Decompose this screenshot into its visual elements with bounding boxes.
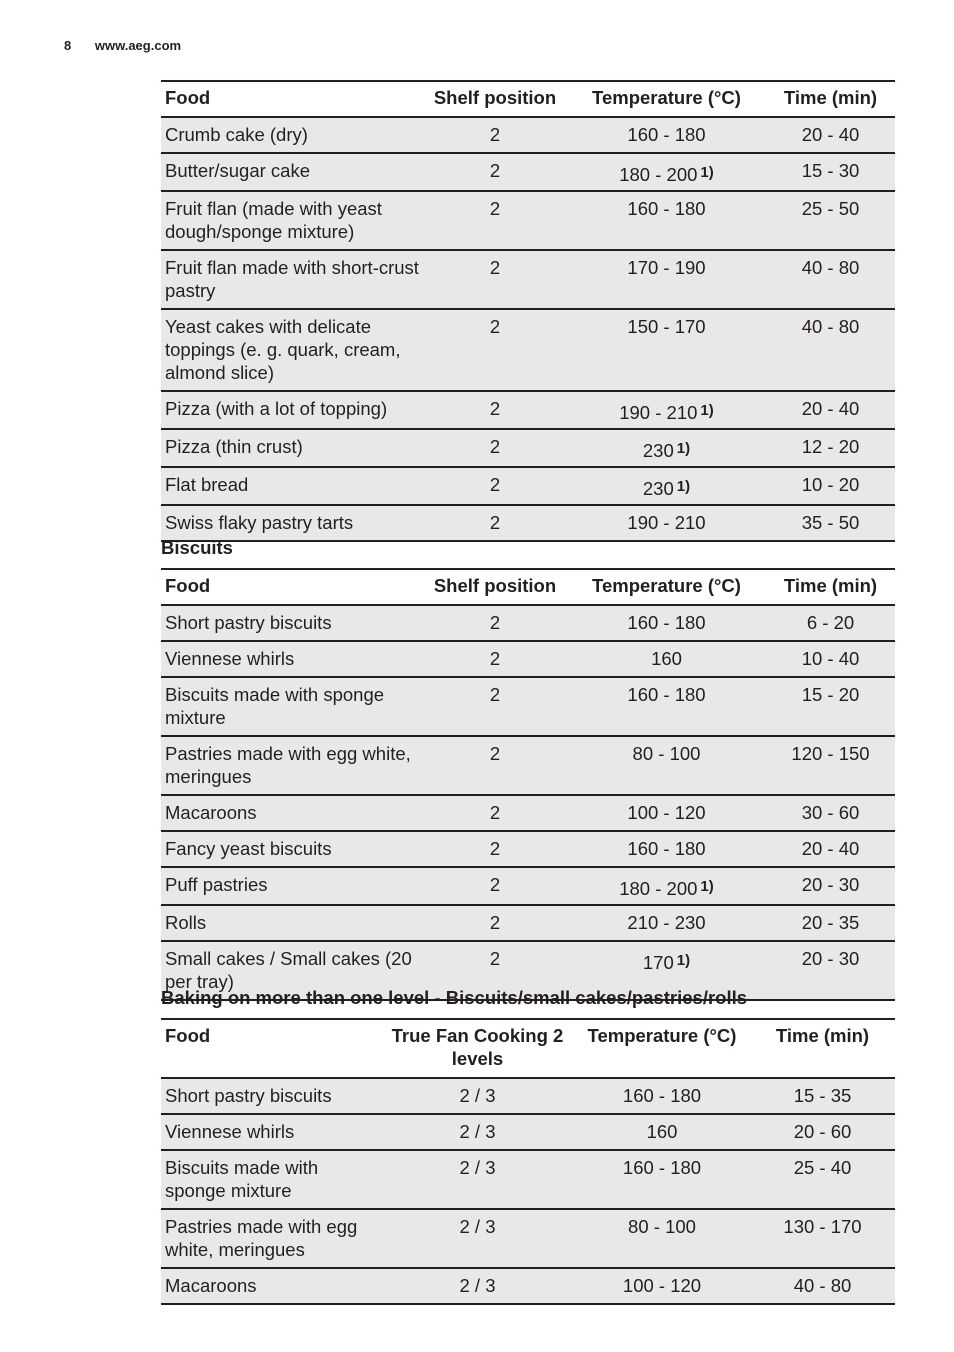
temperature-cell	[567, 153, 766, 191]
table-row	[161, 429, 895, 467]
shelf-cell: 2	[423, 467, 567, 505]
table-cakes	[161, 80, 895, 542]
temperature-value: 170 - 190	[627, 257, 706, 278]
food-cell: Fruit flan (made with yeast dough/sponge mixture)	[161, 191, 423, 250]
temperature-cell	[574, 1209, 750, 1268]
food-cell: Pizza (with a lot of topping)	[161, 391, 423, 429]
temperature-value: 190 - 210	[627, 512, 706, 533]
temperature-cell	[574, 1114, 750, 1150]
temperature-value: 160 - 180	[627, 612, 706, 633]
table-header-row	[161, 81, 895, 117]
temperature-cell	[567, 605, 766, 641]
food-cell: Macaroons	[161, 1268, 381, 1304]
shelf-cell: 2	[423, 605, 567, 641]
table-row	[161, 467, 895, 505]
table-row	[161, 905, 895, 941]
temperature-cell	[567, 429, 766, 467]
table-row	[161, 605, 895, 641]
food-cell: Macaroons	[161, 795, 423, 831]
shelf-cell: 2	[423, 117, 567, 153]
page-header	[64, 38, 181, 53]
temperature-cell	[574, 1078, 750, 1114]
shelf-cell: 2 / 3	[381, 1209, 574, 1268]
time-cell: 20 - 60	[750, 1114, 895, 1150]
shelf-cell: 2	[423, 677, 567, 736]
col-food: Food	[161, 81, 423, 117]
table-row	[161, 505, 895, 541]
shelf-cell: 2	[423, 505, 567, 541]
time-cell: 30 - 60	[766, 795, 895, 831]
col-food: Food	[161, 569, 423, 605]
temperature-value: 100 - 120	[627, 802, 706, 823]
temperature-cell	[567, 641, 766, 677]
section-title-biscuits: Biscuits	[161, 537, 233, 558]
col-temperature: Temperature (°C)	[574, 1019, 750, 1078]
baking-table-multi-level	[161, 1018, 895, 1305]
table-row	[161, 795, 895, 831]
time-cell: 40 - 80	[766, 250, 895, 309]
footnote-marker: 1)	[676, 952, 691, 969]
shelf-cell: 2	[423, 153, 567, 191]
food-cell: Pastries made with egg white, meringues	[161, 736, 423, 795]
shelf-cell: 2	[423, 391, 567, 429]
time-cell: 130 - 170	[750, 1209, 895, 1268]
food-cell: Butter/sugar cake	[161, 153, 423, 191]
temperature-value: 230	[642, 440, 674, 461]
section-biscuits	[161, 537, 895, 559]
shelf-cell: 2 / 3	[381, 1114, 574, 1150]
temperature-cell	[567, 831, 766, 867]
section-title-multi-level: Baking on more than one level - Biscuits/small cakes/pastries/rolls	[161, 987, 748, 1008]
footnote-marker: 1)	[700, 402, 714, 419]
time-cell: 6 - 20	[766, 605, 895, 641]
col-shelf-position: Shelf position	[423, 569, 567, 605]
temperature-cell	[567, 467, 766, 505]
temperature-value: 160 - 180	[622, 1157, 702, 1178]
table-row	[161, 117, 895, 153]
food-cell: Viennese whirls	[161, 641, 423, 677]
time-cell: 20 - 30	[766, 941, 895, 1000]
temperature-cell	[567, 677, 766, 736]
page-number: 8	[64, 38, 72, 53]
temperature-cell	[567, 391, 766, 429]
table-multi-level	[161, 1018, 895, 1305]
food-cell: Viennese whirls	[161, 1114, 381, 1150]
baking-table-cakes	[161, 80, 895, 542]
temperature-cell	[567, 795, 766, 831]
baking-table-biscuits	[161, 568, 895, 1001]
table-row	[161, 153, 895, 191]
footnote-marker: 1)	[676, 440, 691, 457]
temperature-cell	[574, 1268, 750, 1304]
time-cell: 15 - 20	[766, 677, 895, 736]
col-time: Time (min)	[766, 569, 895, 605]
temperature-value: 80 - 100	[628, 1216, 696, 1237]
time-cell: 35 - 50	[766, 505, 895, 541]
shelf-cell: 2	[423, 905, 567, 941]
shelf-cell: 2	[423, 736, 567, 795]
shelf-cell: 2 / 3	[381, 1268, 574, 1304]
food-cell: Fruit flan made with short-crust pastry	[161, 250, 423, 309]
time-cell: 20 - 35	[766, 905, 895, 941]
table-header-row	[161, 1019, 895, 1078]
shelf-cell: 2	[423, 250, 567, 309]
temperature-value: 100 - 120	[622, 1275, 702, 1296]
food-cell: Small cakes / Small cakes (20 per tray)	[161, 941, 423, 1000]
temperature-cell	[567, 505, 766, 541]
shelf-cell: 2	[423, 795, 567, 831]
temperature-cell	[567, 736, 766, 795]
time-cell: 10 - 40	[766, 641, 895, 677]
temperature-value: 160 - 180	[627, 198, 706, 219]
footnote-marker: 1)	[700, 878, 714, 895]
table-row	[161, 736, 895, 795]
temperature-value: 80 - 100	[632, 743, 701, 764]
col-temperature: Temperature (°C)	[567, 81, 766, 117]
time-cell: 20 - 40	[766, 831, 895, 867]
food-cell: Short pastry biscuits	[161, 605, 423, 641]
temperature-value: 160 - 180	[627, 838, 706, 859]
shelf-cell: 2 / 3	[381, 1078, 574, 1114]
temperature-value: 180 - 200	[619, 164, 698, 185]
table-row	[161, 309, 895, 391]
temperature-cell	[567, 309, 766, 391]
time-cell: 20 - 40	[766, 391, 895, 429]
food-cell: Puff pastries	[161, 867, 423, 905]
time-cell: 12 - 20	[766, 429, 895, 467]
time-cell: 20 - 40	[766, 117, 895, 153]
temperature-cell	[567, 250, 766, 309]
food-cell: Biscuits made with sponge mixture	[161, 1150, 381, 1209]
shelf-cell: 2	[423, 831, 567, 867]
table-row	[161, 191, 895, 250]
temperature-cell	[567, 867, 766, 905]
temperature-cell	[574, 1150, 750, 1209]
temperature-value: 170	[642, 952, 674, 973]
col-shelf-position: Shelf position	[423, 81, 567, 117]
temperature-value: 210 - 230	[627, 912, 706, 933]
temperature-value: 180 - 200	[619, 878, 698, 899]
site-url: www.aeg.com	[94, 38, 182, 53]
food-cell: Yeast cakes with delicate toppings (e. g. quark, cream, almond slice)	[161, 309, 423, 391]
table-row	[161, 391, 895, 429]
temperature-cell	[567, 117, 766, 153]
temperature-cell	[567, 191, 766, 250]
time-cell: 10 - 20	[766, 467, 895, 505]
temperature-value: 160	[646, 1121, 678, 1142]
col-temperature: Temperature (°C)	[567, 569, 766, 605]
table-header-row	[161, 569, 895, 605]
food-cell: Fancy yeast biscuits	[161, 831, 423, 867]
table-row	[161, 1078, 895, 1114]
footnote-marker: 1)	[700, 164, 714, 181]
shelf-cell: 2	[423, 941, 567, 1000]
shelf-cell: 2	[423, 191, 567, 250]
table-row	[161, 1114, 895, 1150]
section-multi-level	[161, 987, 895, 1009]
temperature-cell	[567, 905, 766, 941]
table-biscuits	[161, 568, 895, 1001]
shelf-cell: 2	[423, 641, 567, 677]
time-cell: 40 - 80	[766, 309, 895, 391]
food-cell: Pastries made with egg white, meringues	[161, 1209, 381, 1268]
temperature-value: 160	[651, 648, 682, 669]
time-cell: 25 - 40	[750, 1150, 895, 1209]
shelf-cell: 2 / 3	[381, 1150, 574, 1209]
temperature-value: 160 - 180	[627, 124, 706, 145]
shelf-cell: 2	[423, 429, 567, 467]
time-cell: 40 - 80	[750, 1268, 895, 1304]
time-cell: 120 - 150	[766, 736, 895, 795]
temperature-value: 190 - 210	[619, 402, 698, 423]
food-cell: Biscuits made with sponge mixture	[161, 677, 423, 736]
temperature-value: 230	[642, 478, 674, 499]
col-time: Time (min)	[766, 81, 895, 117]
col-food: Food	[161, 1019, 381, 1078]
shelf-cell: 2	[423, 867, 567, 905]
temperature-value: 160 - 180	[622, 1085, 702, 1106]
time-cell: 20 - 30	[766, 867, 895, 905]
col-true-fan-cooking: True Fan Cooking 2 levels	[381, 1019, 574, 1078]
col-time: Time (min)	[750, 1019, 895, 1078]
food-cell: Pizza (thin crust)	[161, 429, 423, 467]
table-row	[161, 641, 895, 677]
time-cell: 15 - 30	[766, 153, 895, 191]
table-row	[161, 677, 895, 736]
food-cell: Short pastry biscuits	[161, 1078, 381, 1114]
food-cell: Rolls	[161, 905, 423, 941]
table-row	[161, 250, 895, 309]
temperature-value: 160 - 180	[627, 684, 706, 705]
time-cell: 25 - 50	[766, 191, 895, 250]
time-cell: 15 - 35	[750, 1078, 895, 1114]
table-row	[161, 1150, 895, 1209]
table-row	[161, 867, 895, 905]
table-row	[161, 1209, 895, 1268]
table-row	[161, 1268, 895, 1304]
temperature-value: 150 - 170	[627, 316, 706, 337]
footnote-marker: 1)	[676, 478, 691, 495]
table-row	[161, 831, 895, 867]
food-cell: Flat bread	[161, 467, 423, 505]
shelf-cell: 2	[423, 309, 567, 391]
food-cell: Swiss flaky pastry tarts	[161, 505, 423, 541]
food-cell: Crumb cake (dry)	[161, 117, 423, 153]
